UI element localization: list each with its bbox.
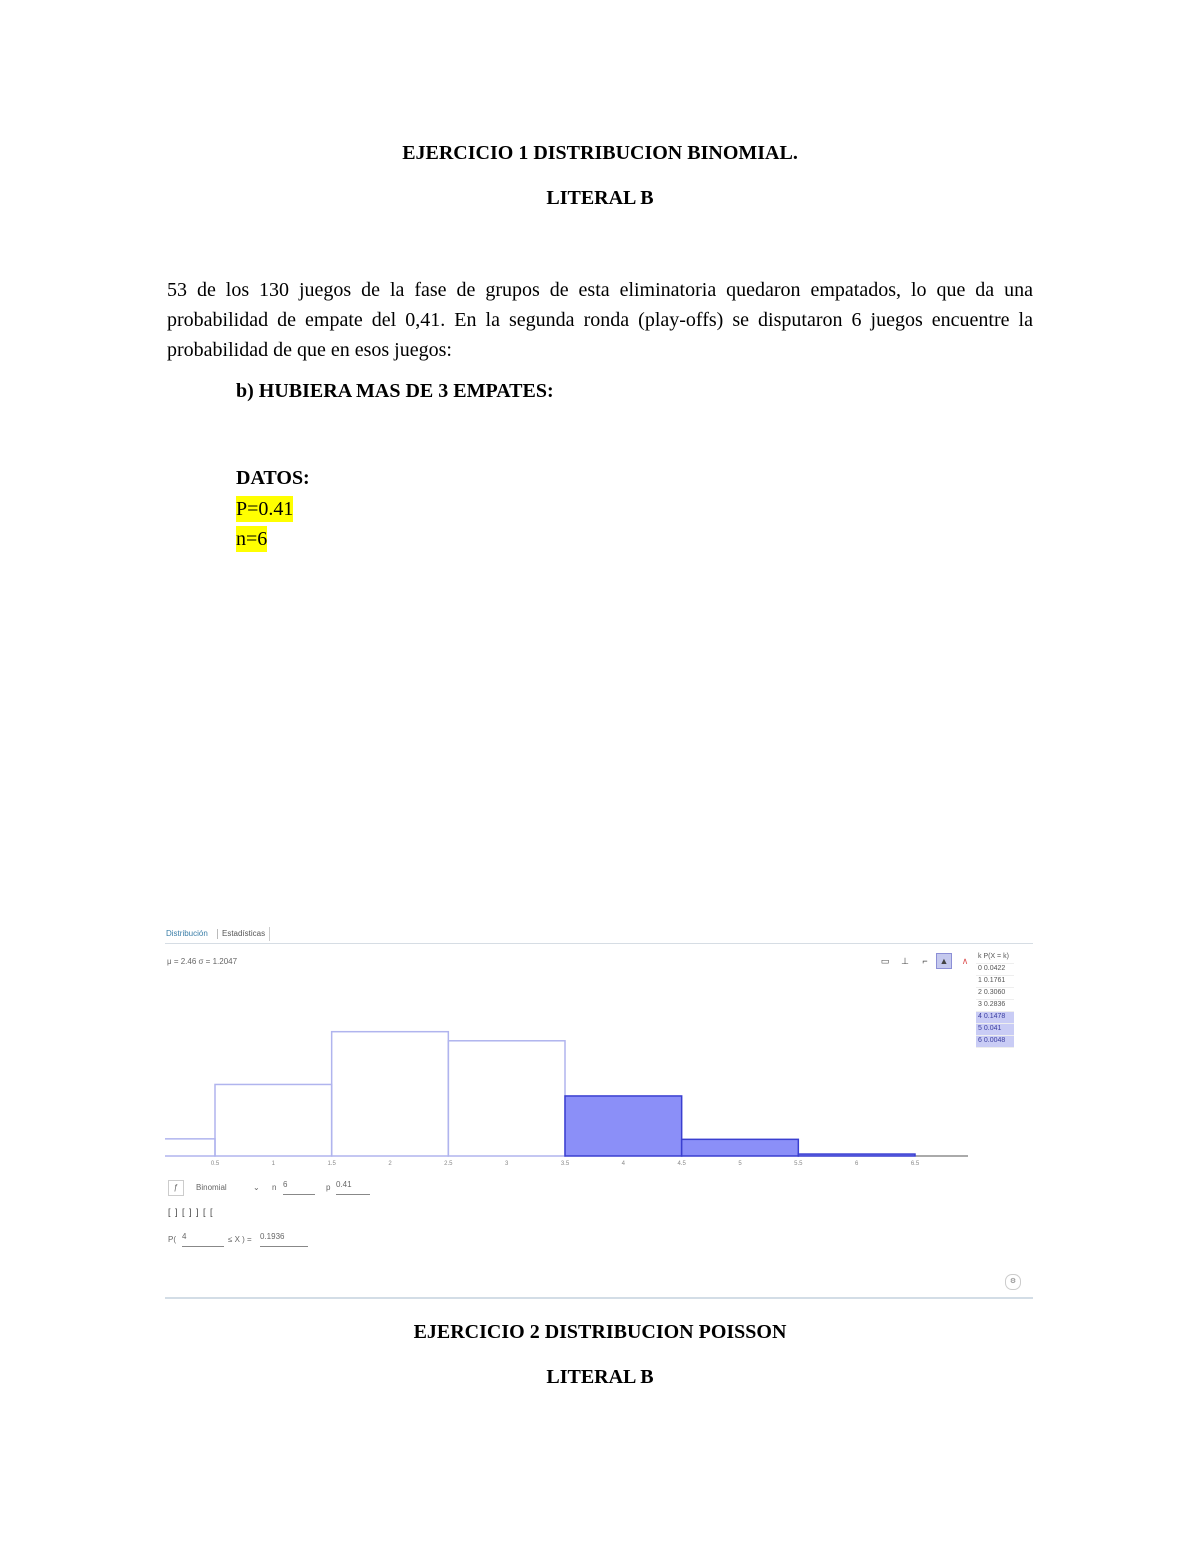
tab-statistics[interactable]: Estadísticas — [217, 929, 265, 939]
calculator-bottom-border — [165, 1297, 1033, 1299]
table-cell-probability: 0.1478 — [983, 1013, 1006, 1020]
bar-k-3 — [448, 1041, 565, 1156]
n-input[interactable]: 6 — [283, 1180, 315, 1195]
distribution-select[interactable]: Binomial — [196, 1183, 227, 1192]
exercise-1-title: EJERCICIO 1 DISTRIBUCION BINOMIAL. — [402, 142, 798, 164]
prob-prefix: P( — [168, 1235, 176, 1244]
x-tick-label: 1.5 — [327, 1161, 336, 1167]
datos-label: DATOS: — [236, 467, 310, 489]
datos-n-value: n=6 — [236, 528, 268, 550]
right-tail-icon[interactable]: ▲ — [936, 953, 952, 969]
table-cell-k: 1 — [978, 977, 982, 984]
table-cell-probability: 0.041 — [983, 1025, 1002, 1032]
table-cell-k: 6 — [978, 1037, 982, 1044]
settings-icon[interactable]: ⚙ — [1005, 1274, 1021, 1290]
table-cell-probability: 0.0048 — [983, 1037, 1006, 1044]
table-cell-k: 4 — [978, 1013, 982, 1020]
x-tick-label: 5.5 — [794, 1161, 803, 1167]
bar-k-0 — [165, 1139, 215, 1156]
x-tick-label: 4.5 — [677, 1161, 686, 1167]
x-tick-label: 3.5 — [560, 1161, 570, 1167]
literal-b-title-2: LITERAL B — [546, 1366, 654, 1388]
table-header: k P(X = k) — [976, 952, 1014, 964]
tab-distribution[interactable]: Distribución — [166, 929, 208, 938]
mean-sd-readout: μ = 2.46 σ = 1.2047 — [167, 957, 238, 966]
x-tick-label: 6 — [854, 1161, 859, 1167]
table-cell-k: 3 — [978, 1001, 982, 1008]
problem-paragraph: 53 de los 130 juegos de la fase de grupos de esta eliminatoria quedaron empatados, lo que da una probabilidad de empate del 0,41. En la segunda ronda (play-offs) se disputaron 6 juegos encuentre la probabilidad de que en esos juegos: — [167, 279, 1033, 361]
table-cell-k: 5 — [978, 1025, 982, 1032]
p-label: p — [326, 1183, 331, 1192]
n-label: n — [272, 1183, 277, 1192]
datos-p-value: P=0.41 — [236, 498, 294, 520]
normal-overlay-icon[interactable]: ∧ — [961, 956, 969, 966]
x-tick-label: 6.5 — [910, 1161, 920, 1167]
probability-calculator-screenshot — [165, 925, 1033, 1300]
interval-icon[interactable]: ⌐ — [922, 956, 928, 966]
result-output: 0.1936 — [260, 1232, 308, 1247]
lower-bound-input[interactable]: 4 — [182, 1232, 224, 1247]
x-tick-label: 2.5 — [444, 1161, 453, 1167]
table-cell-k: 0 — [978, 965, 982, 972]
p-input[interactable]: 0.41 — [336, 1180, 370, 1195]
table-cell-probability: 0.3060 — [983, 989, 1006, 996]
table-cell-k: 2 — [978, 989, 982, 996]
bar-k-4 — [565, 1096, 682, 1156]
bar-k-2 — [332, 1032, 449, 1156]
distribution-controls — [168, 1180, 548, 1198]
x-tick-label: 4 — [621, 1161, 626, 1167]
table-cell-probability: 0.1761 — [983, 977, 1006, 984]
x-tick-label: 5 — [738, 1161, 742, 1167]
x-tick-label: 2 — [388, 1161, 392, 1167]
exercise-2-title: EJERCICIO 2 DISTRIBUCION POISSON — [413, 1321, 787, 1343]
bar-k-6 — [798, 1154, 915, 1156]
left-tail-icon[interactable]: ⊥ — [901, 956, 909, 966]
chevron-down-icon[interactable]: ⌄ — [253, 1183, 260, 1192]
x-tick-label: 1 — [271, 1161, 276, 1167]
bar-k-5 — [682, 1139, 799, 1156]
prob-suffix: ≤ X ) = — [228, 1235, 252, 1244]
function-icon[interactable]: ƒ — [168, 1180, 184, 1196]
subquestion-b: b) HUBIERA MAS DE 3 EMPATES: — [236, 380, 554, 402]
table-cell-probability: 0.2836 — [983, 1001, 1006, 1008]
binomial-bar-chart — [165, 925, 1033, 1175]
x-tick-label: 3 — [504, 1161, 509, 1167]
probability-expression — [168, 1232, 468, 1250]
table-cell-probability: 0.0422 — [983, 965, 1006, 972]
chart-icon[interactable]: ▭ — [880, 956, 890, 966]
x-tick-label: 0.5 — [210, 1161, 220, 1167]
interval-buttons[interactable]: [ ] [ ] ] [ [ — [168, 1207, 214, 1217]
literal-b-title-1: LITERAL B — [546, 187, 654, 209]
bar-k-1 — [215, 1084, 332, 1156]
